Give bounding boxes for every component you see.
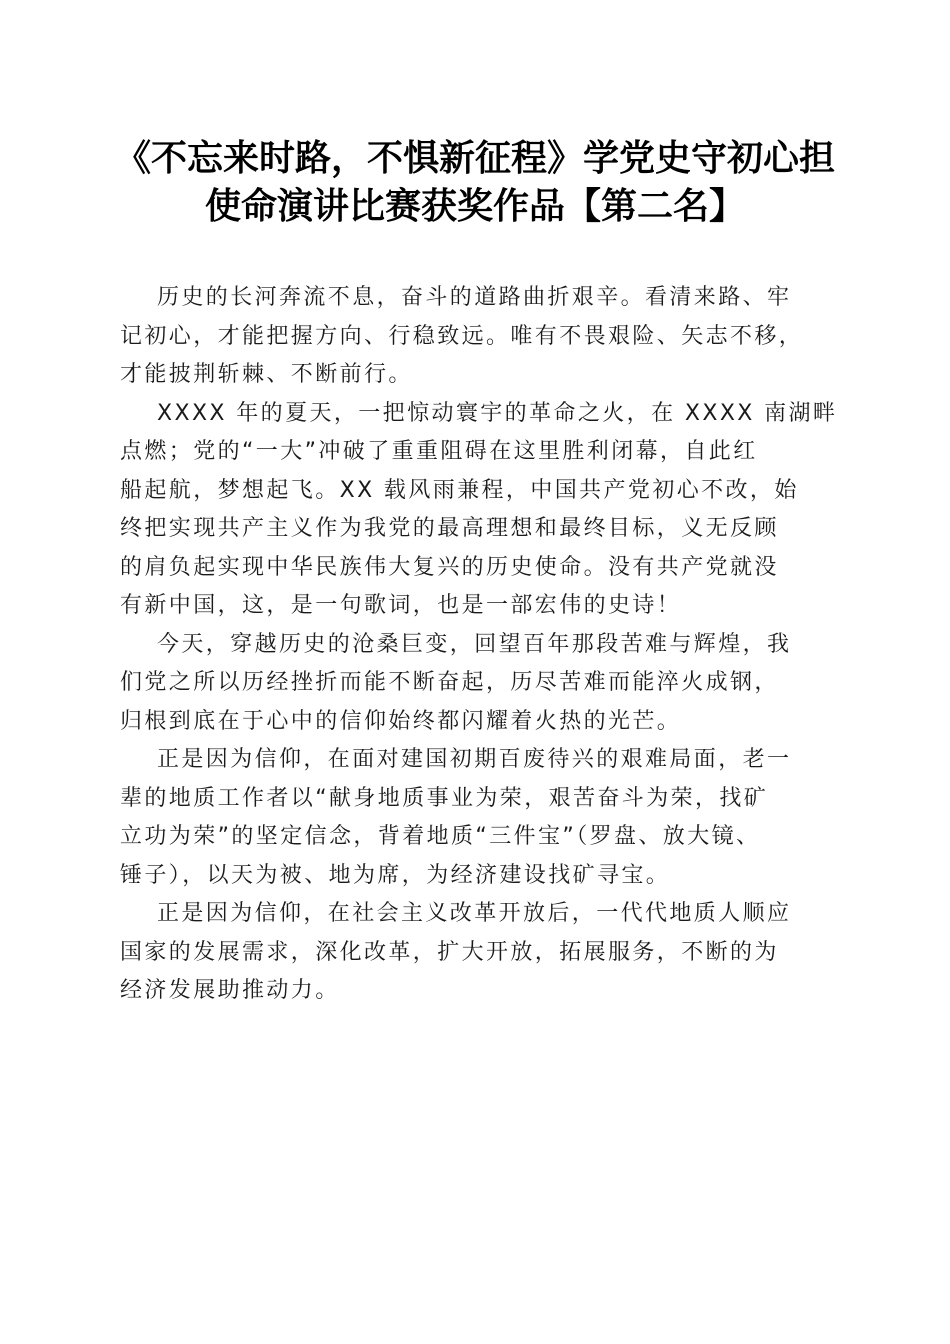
paragraph-line: 船起航，梦想起飞。XX 载风雨兼程，中国共产党初心不改，始 — [120, 477, 799, 503]
paragraph-line: 国家的发展需求，深化改革，扩大开放，拓展服务，不断的为 — [120, 939, 779, 965]
title-line-2: 使命演讲比赛获奖作品【第二名】 — [204, 185, 745, 227]
paragraph-line: 今天，穿越历史的沧桑巨变，回望百年那段苦难与辉煌，我 — [157, 631, 792, 657]
paragraph-4 — [120, 744, 840, 898]
paragraph-line: 的肩负起实现中华民族伟大复兴的历史使命。没有共产党就没 — [120, 554, 779, 580]
paragraph-1 — [120, 282, 840, 398]
paragraph-line: 有新中国，这，是一句歌词，也是一部宏伟的史诗！ — [120, 593, 682, 618]
document-title — [0, 134, 950, 230]
paragraph-line: 辈的地质工作者以“献身地质事业为荣，艰苦奋斗为荣，找矿 — [120, 785, 769, 811]
paragraph-line: 记初心，才能把握方向、行稳致远。唯有不畏艰险、矢志不移， — [120, 323, 804, 349]
paragraph-line: XXXX 年的夏天，一把惊动寰宇的革命之火，在 XXXX 南湖畔 — [157, 400, 838, 426]
paragraph-line: 才能披荆斩棘、不断前行。 — [120, 362, 413, 387]
paragraph-line: 正是因为信仰，在面对建国初期百废待兴的艰难局面，老一 — [157, 747, 792, 772]
paragraph-5 — [120, 898, 840, 1014]
paragraph-line: 归根到底在于心中的信仰始终都闪耀着火热的光芒。 — [120, 708, 682, 734]
paragraph-line: 们党之所以历经挫折而能不断奋起，历尽苦难而能淬火成钢， — [120, 670, 779, 695]
paragraph-2 — [120, 398, 840, 629]
paragraph-line: 立功为荣”的坚定信念，背着地质“三件宝”（罗盘、放大镜、 — [120, 824, 761, 849]
paragraph-line: 历史的长河奔流不息，奋斗的道路曲折艰辛。看清来路、牢 — [157, 285, 792, 310]
document-body — [120, 282, 840, 1014]
paragraph-line: 锤子），以天为被、地为席，为经济建设找矿寻宝。 — [120, 862, 671, 888]
paragraph-line: 正是因为信仰，在社会主义改革开放后，一代代地质人顺应 — [157, 901, 792, 926]
paragraph-3 — [120, 629, 840, 745]
title-line-1: 《不忘来时路，不惧新征程》学党史守初心担 — [114, 137, 835, 179]
paragraph-line: 点燃；党的“一大”冲破了重重阻碍在这里胜利闭幕，自此红 — [120, 439, 758, 464]
paragraph-line: 终把实现共产主义作为我党的最高理想和最终目标，义无反顾 — [120, 516, 779, 541]
paragraph-line: 经济发展助推动力。 — [120, 978, 340, 1003]
